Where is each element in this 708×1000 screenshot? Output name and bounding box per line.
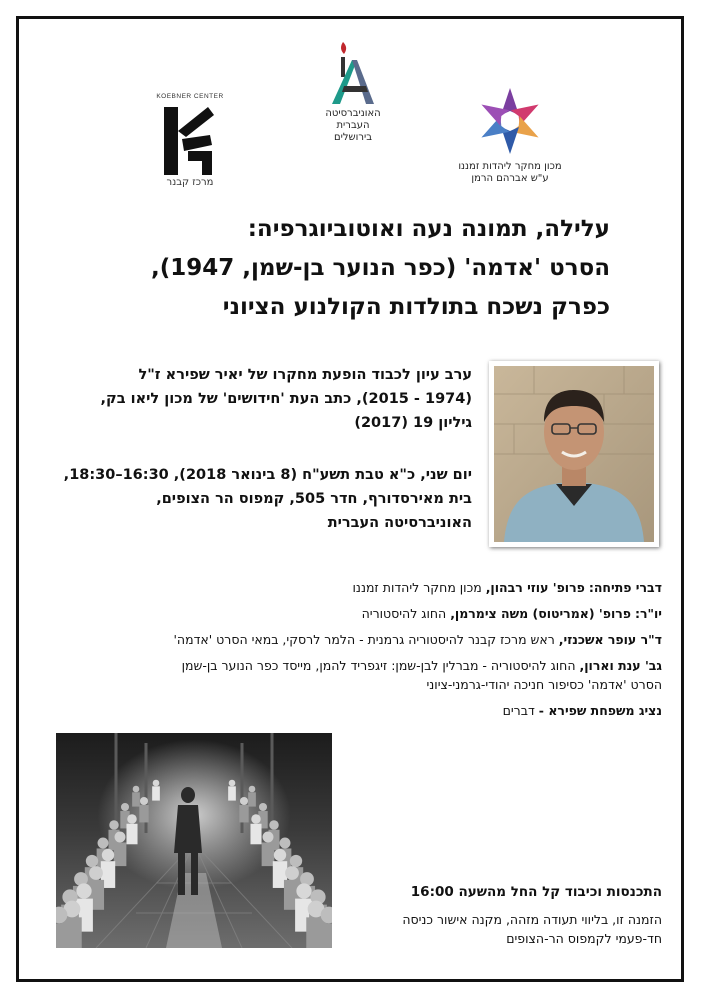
opening-affiliation: מכון מחקר ליהדות זמננו [352,580,482,595]
speaker2-name: גב' ענת וארון, [579,658,662,673]
speaker-ashkenazi [40,630,662,649]
portrait-image [494,366,654,542]
star-of-david-flower-icon [476,86,544,156]
speaker-family [40,701,662,720]
entry-note-line-2: חד-פעמי לקמפוס הר-הצופים [506,931,662,946]
koebner-logo-bottom-label: מרכז קבנר [166,177,214,188]
chair-role: יו"ר: [634,606,662,621]
date-line: יום שני, כ"א טבת תשע"ח (8 בינואר 2018), 16:30–18:30, [63,467,472,483]
event-footer [350,882,662,948]
koebner-logo-top-label: KOEBNER CENTER [156,93,224,100]
speaker2-text-line-2: הסרט 'אדמה' כסיפור חניכה יהודי-גרמני-ציוני [426,677,662,692]
menorah-a-icon [330,40,376,106]
speakers-list [40,578,662,727]
reception-time: התכנסות וכיבוד קל החל מהשעה 16:00 [410,884,662,900]
event-intro [40,363,472,435]
family-text: דברים [502,703,535,718]
event-title-line-1: עלילה, תמונה נעה ואוטוביוגרפיה: [247,216,610,242]
event-title-line-2: הסרט 'אדמה' (כפר הנוער בן-שמן, 1947), [151,255,610,281]
hebrew-university-logo [308,40,398,150]
koebner-center-logo [150,93,230,193]
harman-institute-logo [440,86,580,196]
family-name: נציג משפחת שפירא - [538,703,662,718]
huji-logo-line-1: האוניברסיטה [325,108,381,119]
portrait-photo [489,361,659,547]
harman-logo-line-1: מכון מחקר ליהדות זמננו [458,161,562,172]
chair-name: פרופ' (אמריטוס) משה צימרמן, [450,606,631,621]
speaker-chair [40,604,662,623]
institution-line: האוניברסיטה העברית [327,515,472,531]
event-date-location [40,463,472,535]
speaker1-name: ד"ר עופר אשכנזי, [558,632,662,647]
chair-affiliation: החוג להיסטוריה [361,606,447,621]
speaker2-text: החוג להיסטוריה - מברלין לבן-שמן: זיגפריד להמן, מייסד כפר הנוער בן-שמן [181,658,576,673]
huji-logo-line-2: העברית [336,120,370,131]
koebner-k-icon [162,105,218,177]
intro-line-2: (1974 - 2015), כתב העת 'חידושים' של מכון ליאו בק, [100,391,472,407]
speaker-varon [40,656,662,694]
huji-logo-line-3: בירושלים [333,132,373,143]
speaker1-text: ראש מרכז קבנר להיסטוריה גרמנית - הלמר לרסקי, במאי הסרט 'אדמה' [173,632,555,647]
historical-film-still [56,733,332,948]
opening-name: פרופ' עוזי רבהון, [485,580,585,595]
event-title-line-3: כפרק נשכח בתולדות הקולנוע הציוני [222,294,610,320]
location-line: בית מאירסדורף, חדר 505, קמפוס הר הצופים, [156,491,472,507]
harman-logo-line-2: ע"ש אברהם הרמן [471,173,549,184]
event-title [60,210,610,327]
opening-role: דברי פתיחה: [588,580,662,595]
speaker-opening [40,578,662,597]
intro-line-3: גיליון 19 (2017) [354,415,472,431]
intro-line-1: ערב עיון לכבוד הופעת מחקרו של יאיר שפירא ז"ל [138,367,472,383]
entry-note-line-1: הזמנה זו, בליווי תעודה מזהה, מקנה אישור כניסה [402,912,662,927]
